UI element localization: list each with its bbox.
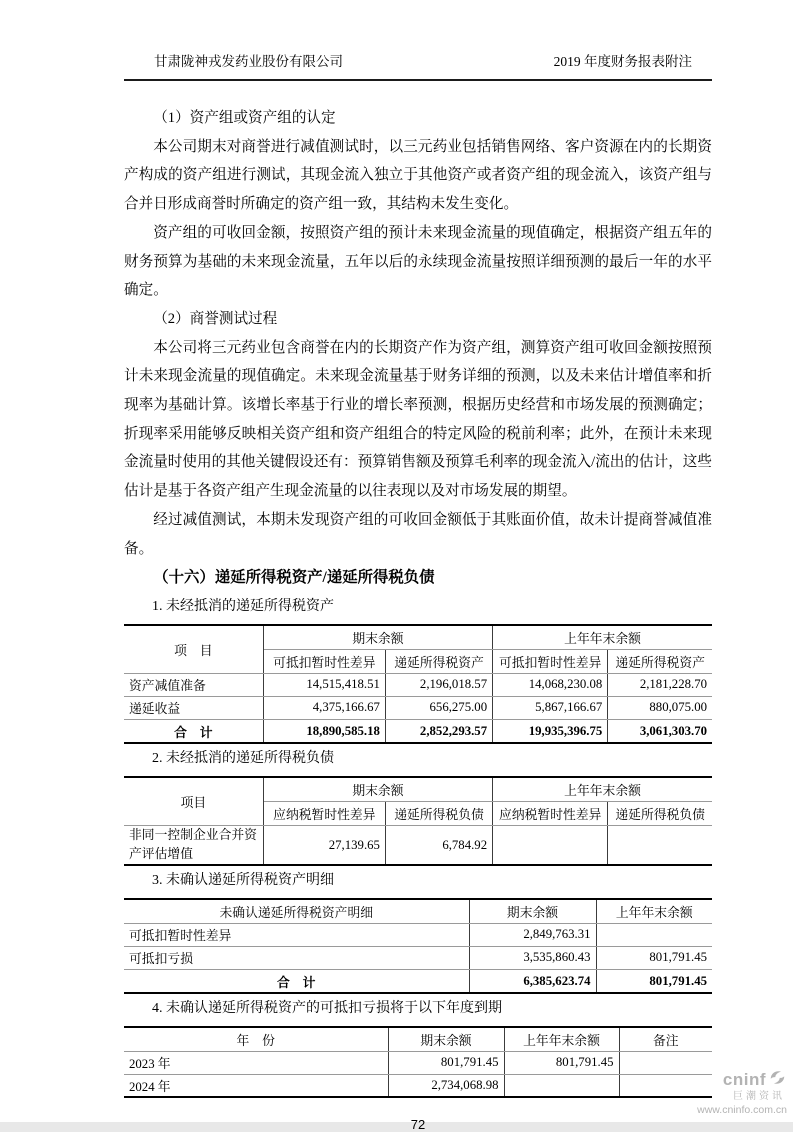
table-cell: 880,075.00 [608, 696, 712, 719]
table-cell: 4,375,166.67 [263, 696, 385, 719]
col-header: 应纳税暂时性差异 [493, 801, 608, 825]
table-row [124, 1074, 712, 1097]
heading-goodwill-process: （2）商誉测试过程 [153, 310, 278, 327]
table-cell: 19,935,396.75 [493, 719, 608, 743]
subsection-4-title: 4. 未确认递延所得税资产的可抵扣亏损将于以下年度到期 [152, 1001, 502, 1017]
table-row [124, 696, 712, 719]
table-row [124, 777, 712, 801]
table-cell: 2023 年 [124, 1051, 388, 1074]
table-row [124, 673, 712, 696]
col-header-item: 项 目 [124, 625, 263, 673]
col-group-current: 期末余额 [263, 625, 492, 649]
table-row [124, 1051, 712, 1074]
table-cell: 2,852,293.57 [385, 719, 492, 743]
col-header: 未确认递延所得税资产明细 [124, 899, 469, 923]
table-cell: 801,791.45 [596, 946, 712, 969]
table-cell: 801,791.45 [388, 1051, 504, 1074]
table-cell: 14,515,418.51 [263, 673, 385, 696]
table-cell: 3,061,303.70 [608, 719, 712, 743]
table-cell: 合 计 [124, 719, 263, 743]
table-row [124, 899, 712, 923]
running-header [124, 50, 712, 81]
col-header: 递延所得税负债 [608, 801, 712, 825]
col-group-prior: 上年年末余额 [493, 625, 712, 649]
table-cell: 6,784.92 [385, 825, 492, 865]
paragraph-goodwill-process: 本公司将三元药业包含商誉在内的长期资产作为资产组，测算资产组可收回金额按照预计未来现金流量的现值确定。未来现金流量基于财务详细的预测，以及未来估计增值率和折现率为基础计算。该增长率基于行业的增长率预测，根据历史经营和市场发展的预测确定；折现率采用能够反映相关资产组和资产组组合的特定风险的税前利率；此外，在预计未来现金流量时使用的其他关键假设还有：预算销售额及预算毛利率的现金流入/流出的估计，这些估计是基于各资产组产生现金流量的以往表现以及对市场发展的期望。 [124, 339, 712, 500]
table-cell: 可抵扣亏损 [124, 946, 469, 969]
table-cell: 3,535,860.43 [469, 946, 596, 969]
paragraph-goodwill-test: 本公司期末对商誉进行减值测试时，以三元药业包括销售网络、客户资源在内的长期资产构成的资产组进行测试，其现金流入独立于其他资产或者资产组的现金流入，该资产组与合并日形成商誉时所确定的资产组一致，其结构未发生变化。 [124, 138, 712, 213]
table-cell: 资产减值准备 [124, 673, 263, 696]
table-cell: 656,275.00 [385, 696, 492, 719]
col-header: 递延所得税资产 [385, 649, 492, 673]
col-header: 递延所得税负债 [385, 801, 492, 825]
col-header: 备注 [619, 1027, 712, 1051]
section-16-title: （十六）递延所得税资产/递延所得税负债 [153, 569, 435, 587]
paragraph-recoverable-amount: 资产组的可收回金额，按照资产组的预计未来现金流量的现值确定，根据资产组五年的财务预算为基础的未来现金流量，五年以后的永续现金流量按照详细预测的最后一年的水平确定。 [124, 224, 712, 299]
col-header: 年 份 [124, 1027, 388, 1051]
cninfo-swirl-icon [768, 1068, 787, 1092]
table-cell: 2,734,068.98 [388, 1074, 504, 1097]
col-group-current: 期末余额 [263, 777, 492, 801]
table-cell: 2,849,763.31 [469, 923, 596, 946]
table-deferred-tax-assets [124, 624, 712, 744]
table-row [124, 923, 712, 946]
col-group-prior: 上年年末余额 [493, 777, 712, 801]
cninfo-chinese-name: 巨潮资讯 [733, 1091, 785, 1103]
paragraph-impairment-result: 经过减值测试，本期未发现资产组的可收回金额低于其账面价值，故未计提商誉减值准备。 [124, 511, 712, 557]
col-header: 可抵扣暂时性差异 [493, 649, 608, 673]
table-unrecognized-deferred-tax-assets [124, 898, 712, 994]
col-header-item: 项目 [124, 777, 263, 825]
cninfo-logo [667, 1068, 787, 1116]
col-header: 期末余额 [388, 1027, 504, 1051]
cninfo-brand-text: cninf [722, 1070, 766, 1090]
table-cell [596, 923, 712, 946]
page-content [124, 0, 712, 1132]
table-cell: 801,791.45 [596, 969, 712, 993]
table-cell: 可抵扣暂时性差异 [124, 923, 469, 946]
document-title: 2019 年度财务报表附注 [553, 54, 692, 69]
subsection-2-title: 2. 未经抵消的递延所得税负债 [152, 751, 334, 767]
table-cell: 18,890,585.18 [263, 719, 385, 743]
table-total-row [124, 969, 712, 993]
page-number: 72 [410, 1117, 426, 1132]
table-row [124, 825, 712, 865]
col-header: 上年年末余额 [596, 899, 712, 923]
col-header: 期末余额 [469, 899, 596, 923]
col-header: 可抵扣暂时性差异 [263, 649, 385, 673]
table-total-row [124, 719, 712, 743]
table-cell: 6,385,623.74 [469, 969, 596, 993]
table-cell: 2,196,018.57 [385, 673, 492, 696]
table-row [124, 1027, 712, 1051]
table-cell: 2,181,228.70 [608, 673, 712, 696]
body-text [124, 104, 712, 621]
table-cell: 801,791.45 [504, 1051, 619, 1074]
table-cell [608, 825, 712, 865]
heading-asset-group: （1）资产组或资产组的认定 [153, 110, 336, 126]
subsection-1-title: 1. 未经抵消的递延所得税资产 [152, 599, 334, 615]
table-cell: 非同一控制企业合并资产评估增值 [124, 825, 263, 865]
table-cell: 5,867,166.67 [493, 696, 608, 719]
table-cell: 递延收益 [124, 696, 263, 719]
cninfo-url: www.cninfo.com.cn [697, 1103, 787, 1116]
table-cell [504, 1074, 619, 1097]
table-deferred-tax-liabilities [124, 776, 712, 866]
col-header: 应纳税暂时性差异 [263, 801, 385, 825]
table-cell: 合 计 [124, 969, 469, 993]
col-header: 递延所得税资产 [608, 649, 712, 673]
table-cell: 27,139.65 [263, 825, 385, 865]
col-header: 上年年末余额 [504, 1027, 619, 1051]
subsection-3-title: 3. 未确认递延所得税资产明细 [152, 873, 334, 889]
company-name: 甘肃陇神戎发药业股份有限公司 [154, 54, 343, 69]
table-cell: 14,068,230.08 [493, 673, 608, 696]
table-cell: 2024 年 [124, 1074, 388, 1097]
table-row [124, 946, 712, 969]
table-row [124, 625, 712, 649]
table-cell [493, 825, 608, 865]
table-deductible-losses-expiry [124, 1026, 712, 1098]
